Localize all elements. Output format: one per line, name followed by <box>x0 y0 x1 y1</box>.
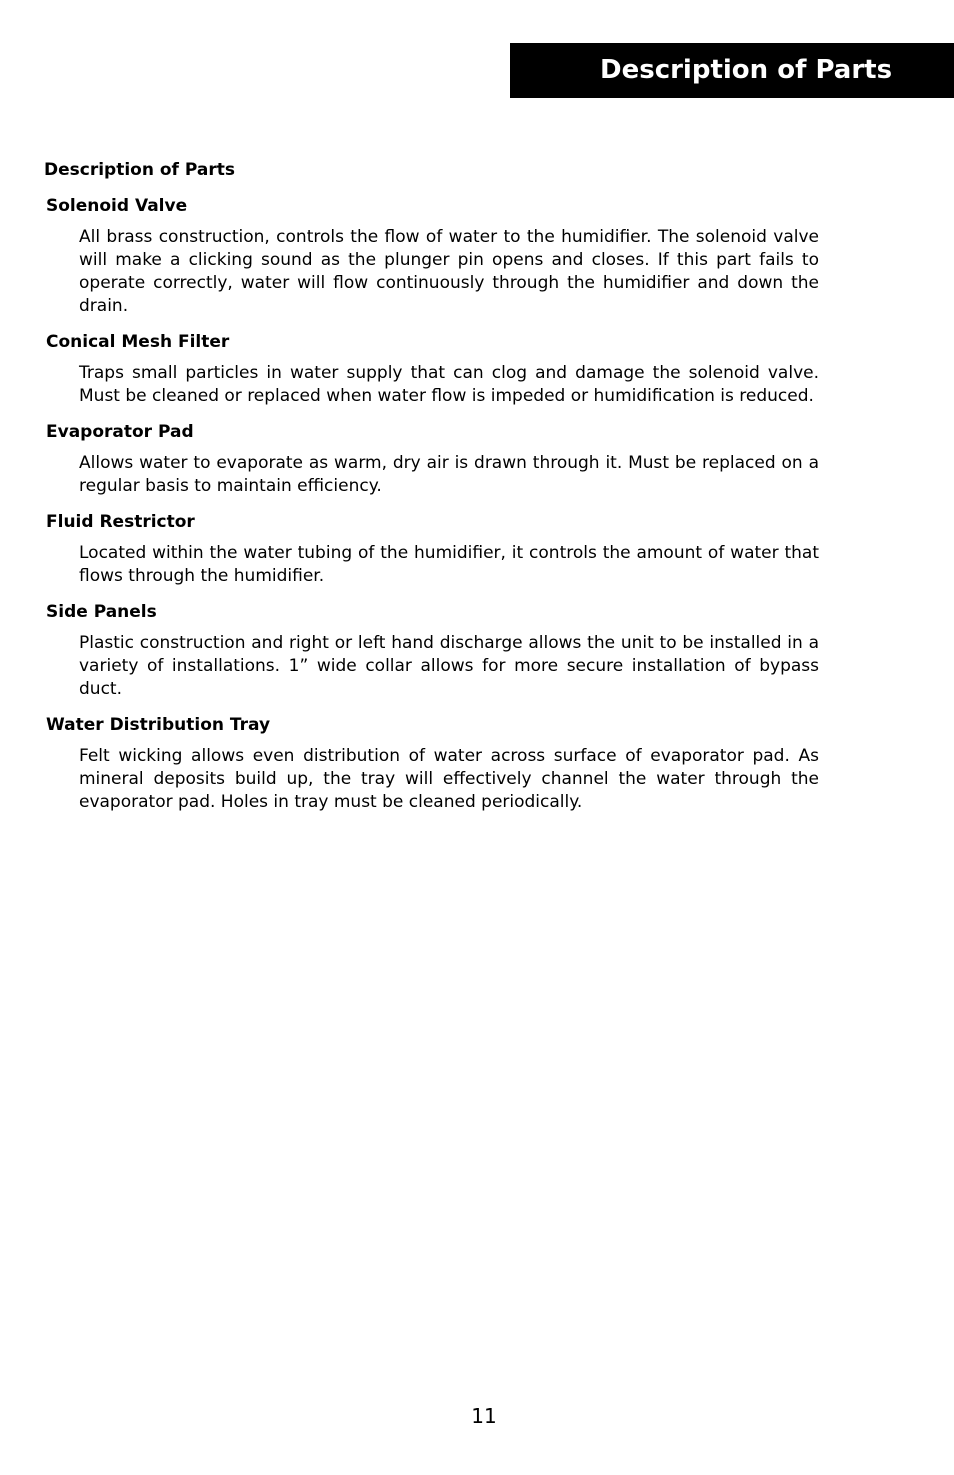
main-content <box>44 158 819 814</box>
part-name: Side Panels <box>46 602 157 622</box>
part-name: Water Distribution Tray <box>46 715 271 735</box>
part-name: Fluid Restrictor <box>46 512 195 532</box>
page-number: 11 <box>471 1404 497 1428</box>
part-name: Solenoid Valve <box>46 196 188 216</box>
part-description: All brass construction, controls the flow of water to the humidifier. The solenoid valve will make a clicking sound as the plunger pin opens and closes. If this part fails to operate correctly, water will flow continuously through the humidifier and down the drain. <box>79 227 819 316</box>
part-entry <box>44 194 819 318</box>
part-entry <box>44 420 819 498</box>
part-description: Located within the water tubing of the humidifier, it controls the amount of water that flows through the humidifier. <box>79 543 819 586</box>
part-description: Traps small particles in water supply that can clog and damage the solenoid valve. Must be cleaned or replaced when water flow is impeded or humidification is reduced. <box>79 363 819 406</box>
part-description: Allows water to evaporate as warm, dry air is drawn through it. Must be replaced on a regular basis to maintain efficiency. <box>79 453 819 496</box>
header-bar <box>510 43 954 98</box>
part-name: Evaporator Pad <box>46 422 194 442</box>
part-entry <box>44 600 819 701</box>
part-entry <box>44 510 819 588</box>
section-title: Description of Parts <box>44 160 235 180</box>
part-entry <box>44 330 819 408</box>
part-name: Conical Mesh Filter <box>46 332 230 352</box>
part-description: Plastic construction and right or left hand discharge allows the unit to be installed in a variety of installations. 1” wide collar allows for more secure installation of bypass duct. <box>79 633 819 699</box>
part-entry <box>44 713 819 814</box>
page-title: Description of Parts <box>600 55 893 85</box>
part-description: Felt wicking allows even distribution of water across surface of evaporator pad. As mineral deposits build up, the tray will effectively channel the water through the evaporator pad. Holes in tray must be cleaned periodically. <box>79 746 819 812</box>
